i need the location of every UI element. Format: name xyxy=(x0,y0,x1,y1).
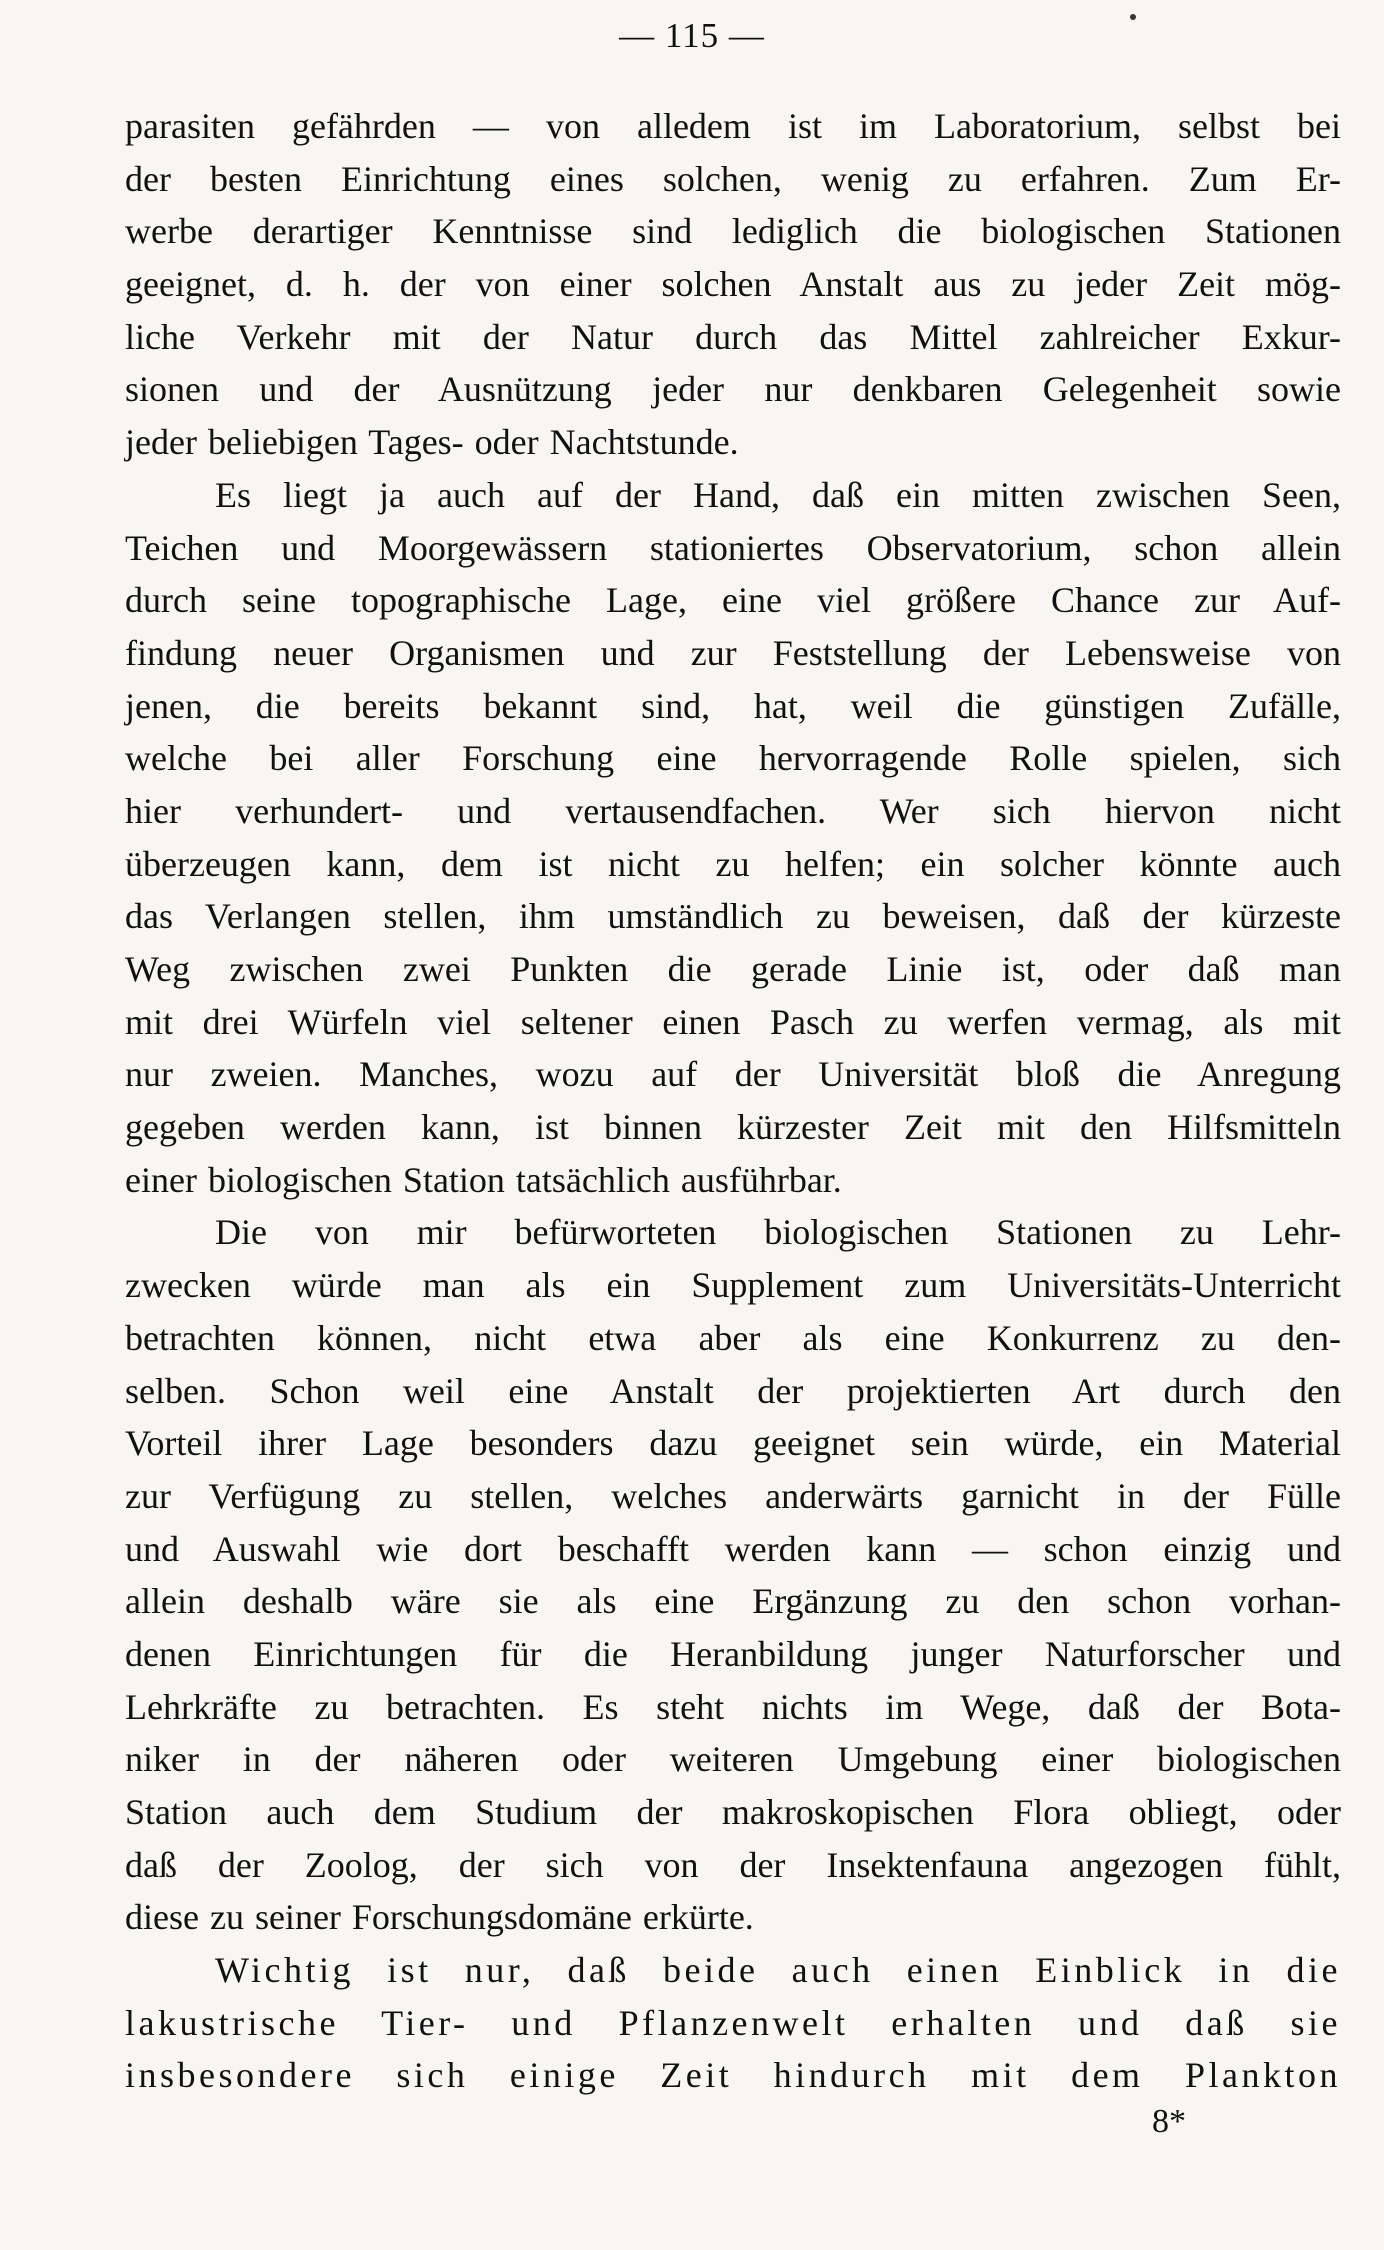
text-line: selben. Schon weil eine Anstalt der projektierten Art durch den xyxy=(125,1370,1341,1411)
text-line: daß der Zoolog, der sich von der Insektenfauna angezogen fühlt, xyxy=(125,1844,1341,1885)
body-text xyxy=(125,100,1341,2102)
paragraph-start-line: Es liegt ja auch auf der Hand, daß ein mitten zwischen Seen, xyxy=(215,474,1341,515)
text-line: denen Einrichtungen für die Heranbildung junger Naturforscher und xyxy=(125,1633,1341,1674)
text-line: mit drei Würfeln viel seltener einen Pasch zu werfen vermag, als mit xyxy=(125,1001,1341,1042)
print-speck xyxy=(1130,14,1136,20)
paragraph-start-line: Die von mir befürworteten biologischen Stationen zu Lehr- xyxy=(215,1212,1341,1253)
text-line: Teichen und Moorgewässern stationiertes Observatorium, schon allein xyxy=(125,527,1341,568)
text-line: betrachten können, nicht etwa aber als eine Konkurrenz zu den- xyxy=(125,1317,1341,1358)
text-line: überzeugen kann, dem ist nicht zu helfen; ein solcher könnte auch xyxy=(125,843,1341,884)
text-line: nur zweien. Manches, wozu auf der Universität bloß die Anregung xyxy=(125,1054,1341,1095)
text-line: Lehrkräfte zu betrachten. Es steht nichts im Wege, daß der Bota- xyxy=(125,1686,1341,1727)
signature-mark: 8* xyxy=(1152,2103,1186,2140)
text-line: sionen und der Ausnützung jeder nur denkbaren Gelegenheit sowie xyxy=(125,369,1341,410)
text-line: Station auch dem Studium der makroskopischen Flora obliegt, oder xyxy=(125,1792,1341,1832)
text-line: der besten Einrichtung eines solchen, wenig zu erfahren. Zum Er- xyxy=(125,158,1341,199)
text-line: geeignet, d. h. der von einer solchen Anstalt aus zu jeder Zeit mög- xyxy=(125,264,1341,305)
text-line: das Verlangen stellen, ihm umständlich zu beweisen, daß der kürzeste xyxy=(125,896,1341,937)
text-line: lakustrische Tier- und Pflanzenwelt erhalten und daß sie xyxy=(125,2002,1341,2043)
text-line: Vorteil ihrer Lage besonders dazu geeignet sein würde, ein Material xyxy=(125,1423,1341,1464)
text-line: insbesondere sich einige Zeit hindurch mit dem Plankton xyxy=(125,2055,1341,2096)
text-line: niker in der näheren oder weiteren Umgebung einer biologischen xyxy=(125,1739,1341,1780)
text-line: und Auswahl wie dort beschafft werden kann — schon einzig und xyxy=(125,1528,1341,1569)
text-line: parasiten gefährden — von alledem ist im Laboratorium, selbst bei xyxy=(125,106,1341,146)
text-line: durch seine topographische Lage, eine viel größere Chance zur Auf- xyxy=(125,580,1341,621)
paragraph-end-line: einer biologischen Station tatsächlich ausführbar. xyxy=(125,1159,842,1200)
text-line: werbe derartiger Kenntnisse sind lediglich die biologischen Stationen xyxy=(125,211,1341,252)
text-line: gegeben werden kann, ist binnen kürzester Zeit mit den Hilfsmitteln xyxy=(125,1107,1341,1148)
text-line: zwecken würde man als ein Supplement zum Universitäts-Unterricht xyxy=(125,1265,1341,1306)
paragraph-end-line: diese zu seiner Forschungsdomäne erkürte. xyxy=(125,1897,754,1938)
text-line: findung neuer Organismen und zur Feststellung der Lebensweise von xyxy=(125,632,1341,673)
text-line: allein deshalb wäre sie als eine Ergänzung zu den schon vorhan- xyxy=(125,1581,1341,1622)
page-number: — 115 — xyxy=(619,16,765,55)
paragraph-end-line: jeder beliebigen Tages- oder Nachtstunde. xyxy=(125,422,739,463)
text-line: jenen, die bereits bekannt sind, hat, weil die günstigen Zufälle, xyxy=(125,685,1341,726)
text-line: welche bei aller Forschung eine hervorragende Rolle spielen, sich xyxy=(125,738,1341,779)
text-line: Weg zwischen zwei Punkten die gerade Linie ist, oder daß man xyxy=(125,949,1341,989)
text-line: zur Verfügung zu stellen, welches anderwärts garnicht in der Fülle xyxy=(125,1475,1341,1516)
text-line: liche Verkehr mit der Natur durch das Mittel zahlreicher Exkur- xyxy=(125,316,1341,357)
paragraph-start-line: Wichtig ist nur, daß beide auch einen Einblick in die xyxy=(215,1950,1341,1991)
text-line: hier verhundert- und vertausendfachen. Wer sich hiervon nicht xyxy=(125,790,1341,831)
